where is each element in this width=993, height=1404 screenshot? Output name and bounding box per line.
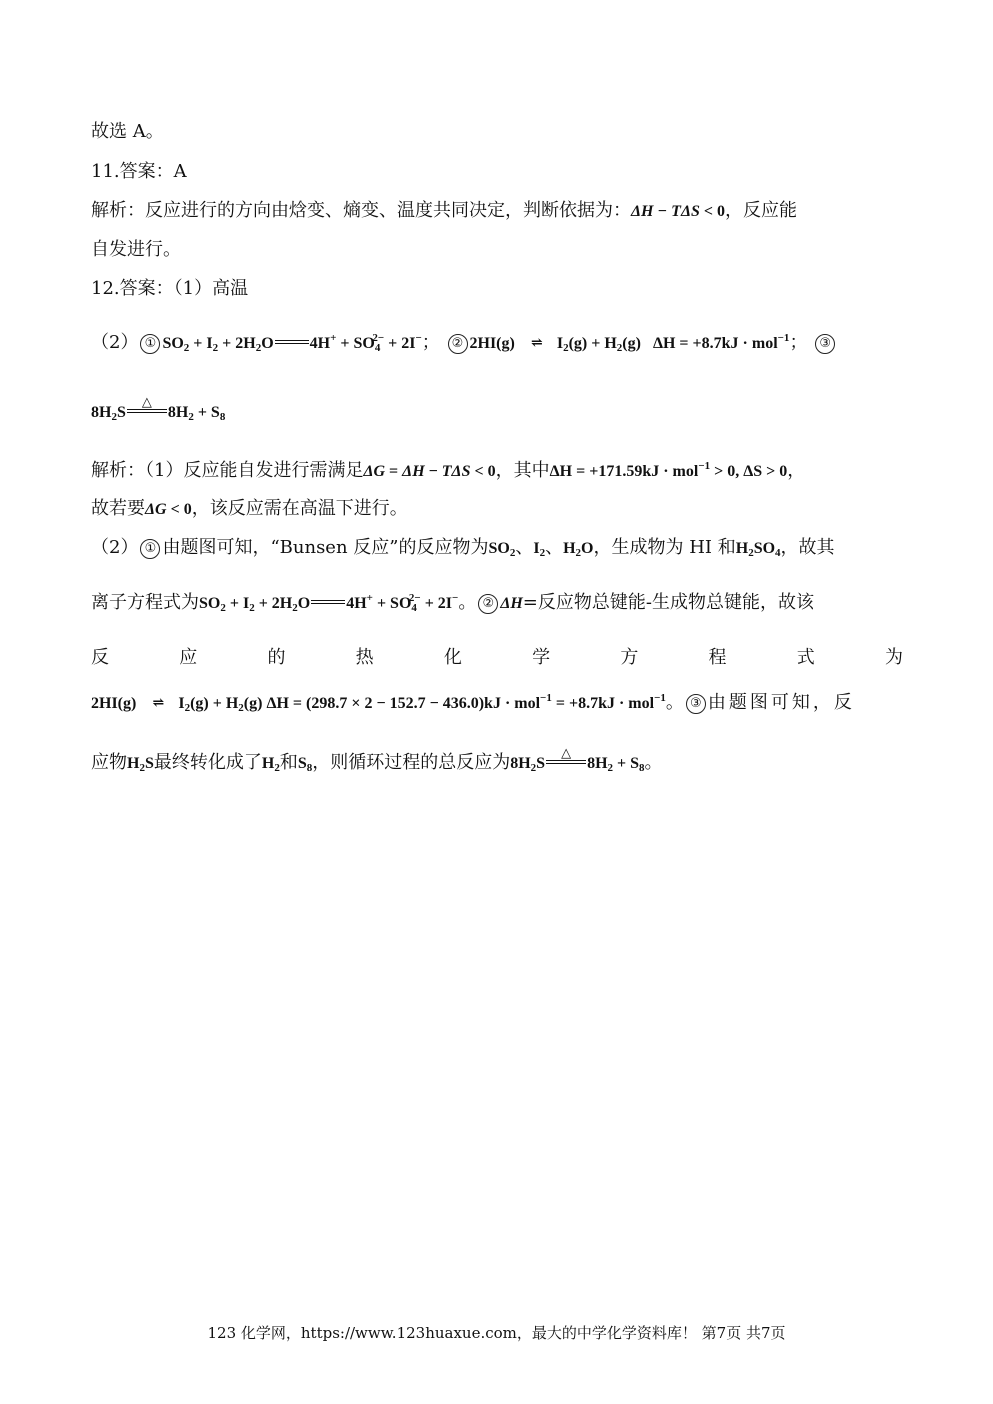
equation-bunsen: $SO_2 + I_2 + 2H_2O$ $4H^+ + SO_4^{2-} + 2I^-$ (162, 332, 422, 354)
justified-line: 反 应 的 热 化 学 方 程 式 为 (91, 647, 903, 668)
explanation-12-part1-line2: 故若要ΔG < 0，该反应需在高温下进行。 (91, 498, 408, 519)
equation-hi-decomposition: 2HI(g) ⇌ $I_2(g) + H_2(g) \Delta H = (298.7 \times 2 - 152.7 - 436.0)kJ \cdot mol^{-1} = +8.7kJ \cdot mol^{-1}$ (91, 692, 666, 714)
formula: ΔH − TΔS < 0 (631, 203, 725, 220)
equation-hi-decomposition: 2HI(g) ⇌ $I_2(g) + H_2(g) \Delta H = +8.7kJ \cdot mol^{-1}$ (469, 332, 790, 354)
separator: ； (789, 332, 808, 353)
formula: ΔH = +171.59kJ · mol$^{-1}$ > 0, ΔS > 0 (549, 460, 788, 480)
circled-number-1: ① (140, 539, 160, 559)
explanation-12-part2-line5: 应物$H_2S$最终转化成了$H_2$和$S_8$，则循环过程的总反应为$8H_2S$ △ $8H_2 + S_8$。 (91, 751, 663, 776)
circled-number-1: ① (140, 334, 160, 354)
text-line: 故选 A。 (91, 121, 164, 142)
reversible-arrow: ⇌ (530, 336, 541, 351)
explanation-12-part2-line4: 2HI(g) ⇌ $I_2(g) + H_2(g) \Delta H = (298.7 \times 2 - 152.7 - 436.0)kJ \cdot mol^{-1} = +8.7kJ \cdot mol^{-1}$。 ③ 由题图可知，反 (91, 692, 855, 714)
formula: ΔG = ΔH − TΔS < 0 (363, 463, 496, 480)
equation-overall: $8H_2S$ △ $8H_2 + S_8$ (91, 400, 225, 425)
heat-triangle-icon: △ (561, 745, 572, 760)
circled-number-2: ② (478, 594, 498, 614)
answer-12-part2 (91, 331, 837, 356)
answer-11: 11.答案：A (91, 161, 187, 182)
page-footer: 123 化学网，https://www.123huaxue.com，最大的中学化学资料库！ 第7页 共7页 (207, 1324, 786, 1342)
explanation-12-part2-line2: 离子方程式为$SO_2 + I_2 + 2H_2O$ $4H^+ + SO_4^{2-} + 2I^-$。 ② ΔH=反应物总键能-生成物总键能，故该 (91, 592, 814, 614)
answer-12: 12.答案：（1）高温 (91, 278, 249, 299)
circled-number-3: ③ (815, 334, 835, 354)
explanation-12-part1: 解析：（1）反应能自发进行需满足ΔG = ΔH − TΔS < 0，其中ΔH = +171.59kJ · mol$^{-1}$ > 0, ΔS > 0， (91, 460, 806, 481)
formula: ΔG < 0 (145, 501, 192, 518)
explanation-11 (91, 199, 797, 224)
explanation-text: 解析：反应进行的方向由焓变、熵变、温度共同决定，判断依据为： (91, 200, 631, 221)
part-label: （2） (91, 332, 139, 353)
explanation-12-part2: （2） ① 由题图可知，“Bunsen 反应”的反应物为$SO_2$、$I_2$、$H_2O$，生成物为 HI 和$H_2SO_4$，故其 (91, 537, 835, 559)
text-line: 自发进行。 (91, 239, 181, 260)
explanation-tail: ，反应能 (725, 200, 797, 221)
heat-triangle-icon: △ (141, 394, 152, 409)
equation-overall: $8H_2S$ △ $8H_2 + S_8$ (510, 755, 644, 772)
circled-number-2: ② (448, 334, 468, 354)
equation-bunsen: $SO_2 + I_2 + 2H_2O$ $4H^+ + SO_4^{2-} + 2I^-$ (199, 592, 459, 614)
circled-number-3: ③ (686, 694, 706, 714)
separator: ； (421, 332, 440, 353)
